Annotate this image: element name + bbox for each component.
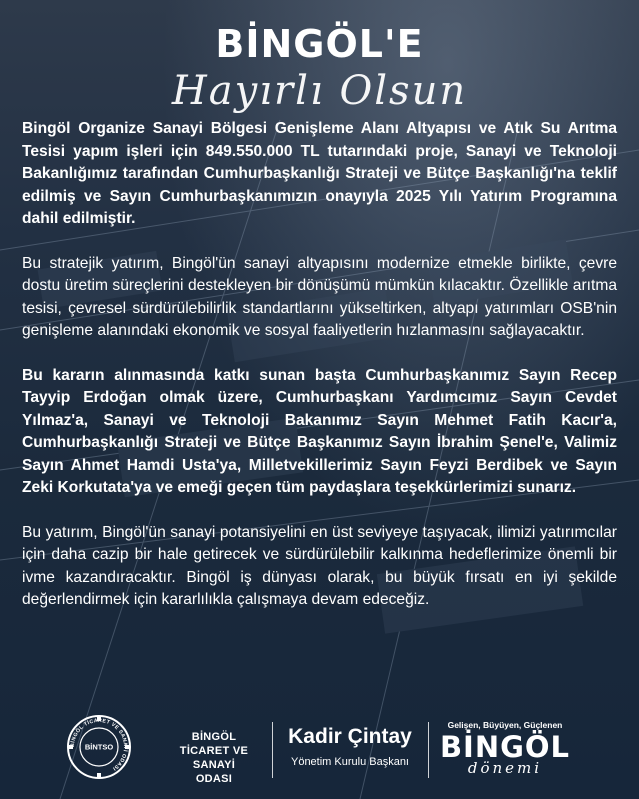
divider-right: [428, 722, 429, 778]
seal-ring-text: BİNGÖL TİCARET VE SANAYİ ODASI: [69, 717, 129, 772]
brand-word: BİNGÖL: [439, 730, 571, 764]
seal-center-text: BİNTSO: [84, 742, 114, 752]
signatory-name: Kadir Çintay: [288, 725, 412, 748]
script-subtitle: Hayırlı Olsun: [171, 68, 468, 114]
bintso-seal-logo: [66, 714, 132, 780]
brand-logo: [430, 720, 580, 776]
paragraph-2: Bu stratejik yatırım, Bingöl'ün sanayi altyapısını modernize etmekle birlikte, çevre dostu üretim süreçlerini destekleyen bir dönüşümü mümkün kılacaktır. Özellikle arıtma tesisi, çevresel sürdürülebilirlik standartlarını yükseltirken, altyapı yatırımları OSB'nin genişleme alanındaki ekonomik ve sosyal faaliyetlerin hızlanmasını sağlayacaktır.: [22, 254, 617, 339]
page-title: BİNGÖL'E: [215, 22, 424, 66]
signatory-role: Yönetim Kurulu Başkanı: [290, 756, 409, 768]
paragraph-4: Bu yatırım, Bingöl'ün sanayi potansiyelini en üst seviyeye taşıyacak, ilimizi yatırımcılar için daha cazip bir hale getirecek ve sürdürülebilir kalkınma hedeflerimize önemli bir ivme kazandıracaktır. Bingöl iş dünyası olarak, bu büyük fırsatı en iyi şekilde değerlendirmek için kararlılıkla çalışmaya devam edeceğiz.: [22, 523, 617, 608]
paragraph-1: Bingöl Organize Sanayi Bölgesi Genişleme Alanı Altyapısı ve Atık Su Arıtma Tesisi yapım işleri için 849.550.000 TL tutarındaki proje, Sanayi ve Teknoloji Bakanlığımız tarafından Cumhurbaşkanlığı Strateji ve Bütçe Başkanlığı'na teklif edilmiş ve Sayın Cumhurbaşkanımızın onayıyla 2025 Yılı Yatırım Programına dahil edilmiştir.: [22, 120, 617, 227]
org-name-line-2: TİCARET VE SANAYİ: [179, 745, 249, 771]
org-name: [160, 730, 268, 786]
org-name-line-1: BİNGÖL: [191, 731, 237, 743]
header: [0, 22, 639, 114]
brand-script: dönemi: [467, 759, 543, 777]
divider-left: [272, 722, 273, 778]
announcement-body: [22, 118, 617, 634]
paragraph-3: Bu kararın alınmasında katkı sunan başta Cumhurbaşkanımız Sayın Recep Tayyip Erdoğan olmak üzere, Cumhurbaşkanı Yardımcımız Sayın Cevdet Yılmaz'a, Sanayi ve Teknoloji Bakanımız Sayın Mehmet Fatih Kacır'a, Cumhurbaşkanlığı Strateji ve Bütçe Başkanımız Sayın İbrahim Şenel'e, Valimiz Sayın Ahmet Hamdi Usta'ya, Milletvekillerimiz Sayın Feyzi Berdibek ve Sayın Zeki Korkutata'ya ve emeği geçen tüm paydaşlara teşekkürlerimizi sunarız.: [22, 366, 617, 496]
org-name-line-3: ODASI: [195, 773, 233, 785]
footer: [0, 700, 639, 792]
brand-slogan: Gelişen, Büyüyen, Güçlenen: [447, 720, 563, 730]
signatory: [276, 724, 424, 770]
